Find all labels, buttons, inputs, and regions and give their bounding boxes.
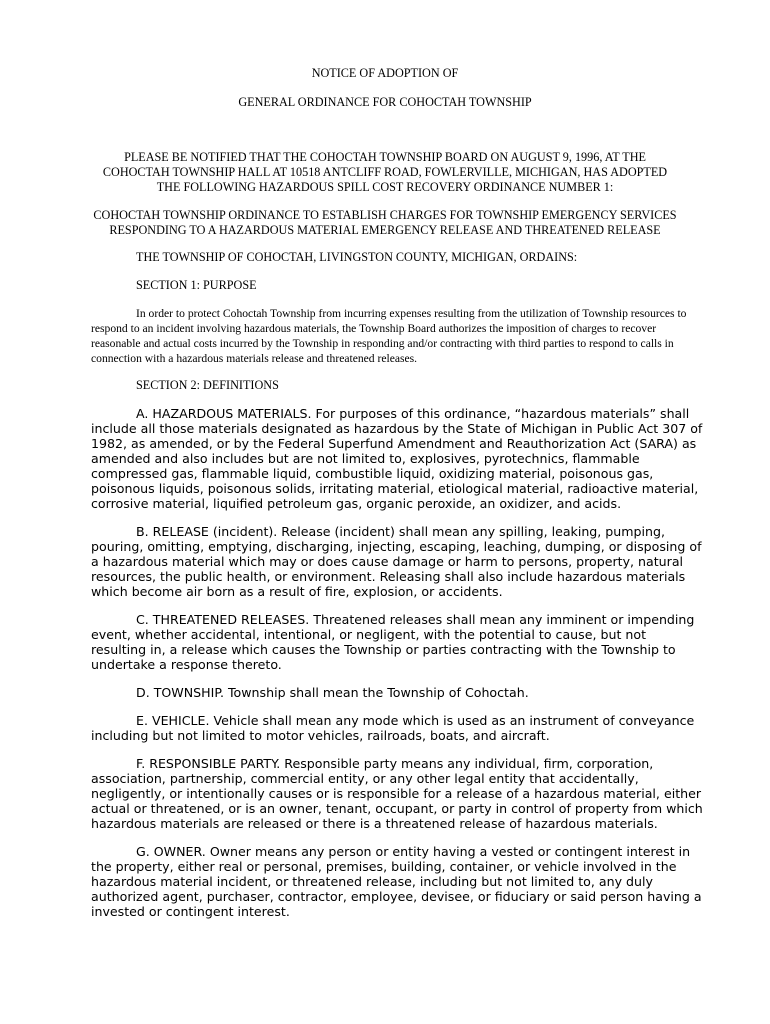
notice-line-1: PLEASE BE NOTIFIED THAT THE COHOCTAH TOWNSHIP BOARD ON AUGUST 9, 1996, AT THE (124, 150, 646, 164)
definition-f (91, 756, 703, 831)
definition-paragraph: A. HAZARDOUS MATERIALS. For purposes of this ordinance, “hazardous materials” shall include all those materials designated as hazardous by the State of Michigan in Public Act 307 of 1982, as amended, or by the Federal Superfund Amendment and Reauthorization Act (SARA) as amended and also includes but are not limited to, explosives, pyrotechnics, flammable compressed gas, flammable liquid, combustible liquid, oxidizing material, poisonous gas, poisonous liquids, poisonous solids, irritating material, etiological material, radioactive material, corrosive material, liquified petroleum gas, organic peroxide, an oxidizer, and acids. (91, 406, 703, 511)
definition-b (91, 524, 703, 599)
ordinance-title-line-1: COHOCTAH TOWNSHIP ORDINANCE TO ESTABLISH CHARGES FOR TOWNSHIP EMERGENCY SERVICES (93, 208, 677, 222)
definition-d (91, 685, 703, 700)
definition-c (91, 612, 703, 672)
definition-paragraph: G. OWNER. Owner means any person or entity having a vested or contingent interest in the property, either real or personal, premises, building, container, or vehicle involved in the hazardous material incident, or threatened release, including but not limited to, any duly authorized agent, purchaser, contractor, employee, devisee, or fiduciary or said person having a invested or contingent interest. (91, 844, 702, 919)
notice-title: NOTICE OF ADOPTION OF (311, 66, 459, 80)
ordains-statement: THE TOWNSHIP OF COHOCTAH, LIVINGSTON COUNTY, MICHIGAN, ORDAINS: (136, 250, 578, 264)
ordinance-heading: GENERAL ORDINANCE FOR COHOCTAH TOWNSHIP (238, 95, 532, 109)
definition-paragraph: E. VEHICLE. Vehicle shall mean any mode which is used as an instrument of conveyance including but not limited to motor vehicles, railroads, boats, and aircraft. (91, 713, 695, 743)
definition-paragraph: C. THREATENED RELEASES. Threatened releases shall mean any imminent or impending event, whether accidental, intentional, or negligent, with the potential to cause, but not resulting in, a release which causes the Township or parties contracting with the Township to undertake a response thereto. (91, 612, 695, 672)
definition-paragraph: D. TOWNSHIP. Township shall mean the Township of Cohoctah. (136, 685, 529, 700)
notice-line-2: COHOCTAH TOWNSHIP HALL AT 10518 ANTCLIFF ROAD, FOWLERVILLE, MICHIGAN, HAS ADOPTED (102, 165, 668, 179)
section-1-heading: SECTION 1: PURPOSE (136, 278, 257, 292)
definition-a (91, 406, 703, 511)
section-1-body (91, 306, 703, 366)
definition-e (91, 713, 703, 743)
purpose-paragraph: In order to protect Cohoctah Township from incurring expenses resulting from the utilization of Township resources to respond to an incident involving hazardous materials, the Township Board authorizes the imposition of charges to recover reasonable and actual costs incurred by the Township in responding and/or contracting with third parties to respond to calls in connection with a hazardous materials release and threatened releases. (91, 307, 687, 365)
definition-g (91, 844, 703, 919)
ordinance-title-line-2: RESPONDING TO A HAZARDOUS MATERIAL EMERGENCY RELEASE AND THREATENED RELEASE (109, 223, 661, 237)
definition-paragraph: F. RESPONSIBLE PARTY. Responsible party means any individual, firm, corporation, association, partnership, commercial entity, or any other legal entity that accidentally, negligently, or intentionally causes or is responsible for a release of a hazardous material, either actual or threatened, or is an owner, tenant, occupant, or party in control of property from which hazardous materials are released or there is a threatened release of hazardous materials. (91, 756, 703, 831)
definition-paragraph: B. RELEASE (incident). Release (incident) shall mean any spilling, leaking, pumping, pouring, omitting, emptying, discharging, injecting, escaping, leaching, dumping, or disposing of a hazardous material which may or does cause damage or harm to persons, property, natural resources, the public health, or environment. Releasing shall also include hazardous materials which become air born as a result of fire, explosion, or accidents. (91, 524, 702, 599)
section-2-heading: SECTION 2: DEFINITIONS (136, 378, 279, 392)
notice-line-3: THE FOLLOWING HAZARDOUS SPILL COST RECOVERY ORDINANCE NUMBER 1: (156, 180, 614, 194)
